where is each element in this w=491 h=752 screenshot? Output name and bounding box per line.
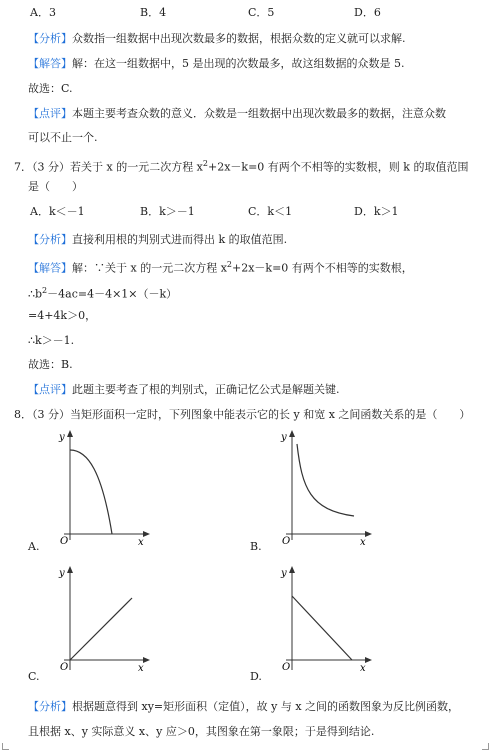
crop-mark — [482, 743, 489, 750]
q6-comment-text: 本题主要考查众数的意义．众数是一组数据中出现次数最多的数据，注意众数 — [72, 107, 446, 120]
q7-answer-text2: +2x－k=0 有两个不相等的实数根， — [232, 261, 413, 275]
q7-analysis-text: 直接利用根的判别式进而得出 k 的取值范围. — [72, 233, 288, 246]
y-axis-label: y — [281, 568, 287, 579]
q7-comment — [28, 383, 340, 397]
graph-c-label: C. — [28, 670, 40, 683]
q6-analysis — [28, 32, 406, 46]
q6-option-c: C．5 — [248, 6, 275, 19]
analysis-tag: 【分析】 — [28, 32, 72, 45]
q7-choice: 故选：B. — [28, 358, 73, 371]
q6-comment-cont: 可以不止一个. — [28, 131, 98, 144]
q6-option-b: B．4 — [140, 6, 167, 19]
q7-answer — [28, 258, 413, 276]
q7-step1-part2: －4ac=4－4×1×（－k） — [47, 287, 178, 301]
graph-b — [250, 428, 380, 546]
analysis-tag: 【分析】 — [28, 233, 72, 246]
q7-step2: =4+4k＞0， — [28, 309, 97, 322]
q7-step1 — [28, 284, 177, 302]
q6-answer-text: 解：在这一组数据中，5 是出现的次数最多，故这组数据的众数是 5. — [72, 57, 405, 70]
graph-a-label: A. — [28, 540, 40, 553]
q7-option-b: B．k＞－1 — [140, 205, 195, 218]
origin-label: O — [282, 536, 291, 546]
q6-analysis-text: 众数指一组数据中出现次数最多的数据，根据众数的定义就可以求解. — [72, 32, 406, 45]
q7-comment-text: 此题主要考查了根的判别式，正确记忆公式是解题关键. — [72, 383, 340, 396]
comment-tag: 【点评】 — [28, 383, 72, 396]
q7-step1-part: ∴b — [28, 287, 43, 301]
q8-analysis-text: 根据题意得到 xy=矩形面积（定值），故 y 与 x 之间的函数图象为反比例函数， — [72, 700, 460, 713]
y-axis-label: y — [59, 432, 65, 443]
answer-tag: 【解答】 — [28, 57, 72, 70]
crop-mark — [2, 743, 9, 750]
x-axis-label: x — [360, 663, 366, 674]
q7-stem-part: 7．（3 分）若关于 x 的一元二次方程 x — [14, 160, 203, 174]
q7-answer-exp: 2 — [226, 260, 232, 269]
q7-step1-exp: 2 — [42, 286, 48, 295]
y-axis-label: y — [281, 432, 287, 443]
origin-label: O — [60, 536, 69, 546]
x-axis-label: x — [360, 537, 366, 546]
origin-label: O — [282, 662, 291, 673]
q7-stem-exp: 2 — [202, 159, 208, 168]
graph-c — [28, 564, 158, 676]
origin-label: O — [60, 662, 69, 673]
q7-option-d: D．k＞1 — [354, 205, 399, 218]
q7-answer-text: 解：∵关于 x 的一元二次方程 x — [72, 261, 227, 275]
q8-analysis — [28, 700, 459, 714]
x-axis-label: x — [138, 537, 144, 546]
graph-d-label: D. — [250, 670, 262, 683]
graph-b-label: B. — [250, 540, 262, 553]
q7-option-c: C．k＜1 — [248, 205, 293, 218]
q8-analysis-cont: 且根据 x、y 实际意义 x、y 应＞0，其图象在第一象限；于是得到结论. — [28, 725, 375, 738]
graph-a — [28, 428, 158, 546]
q7-option-a: A．k＜－1 — [30, 205, 85, 218]
x-axis-label: x — [138, 663, 144, 674]
answer-tag: 【解答】 — [28, 261, 72, 275]
q7-stem-part2: +2x－k=0 有两个不相等的实数根，则 k 的取值范围 — [207, 160, 469, 174]
y-axis-label: y — [59, 568, 65, 579]
q6-comment — [28, 107, 446, 121]
q7-stem-cont: 是（ ） — [28, 180, 83, 193]
analysis-tag: 【分析】 — [28, 700, 72, 713]
q8-stem: 8．（3 分）当矩形面积一定时，下列图象中能表示它的长 y 和宽 x 之间函数关系的是（ ） — [14, 408, 471, 421]
q6-answer — [28, 57, 405, 71]
q7-stem — [14, 157, 468, 175]
graph-d — [250, 564, 380, 676]
comment-tag: 【点评】 — [28, 107, 72, 120]
q6-choice: 故选：C. — [28, 82, 73, 95]
q6-option-a: A．3 — [30, 6, 56, 19]
q6-option-d: D．6 — [354, 6, 381, 19]
q7-analysis — [28, 233, 287, 247]
q7-step3: ∴k＞－1. — [28, 334, 75, 347]
